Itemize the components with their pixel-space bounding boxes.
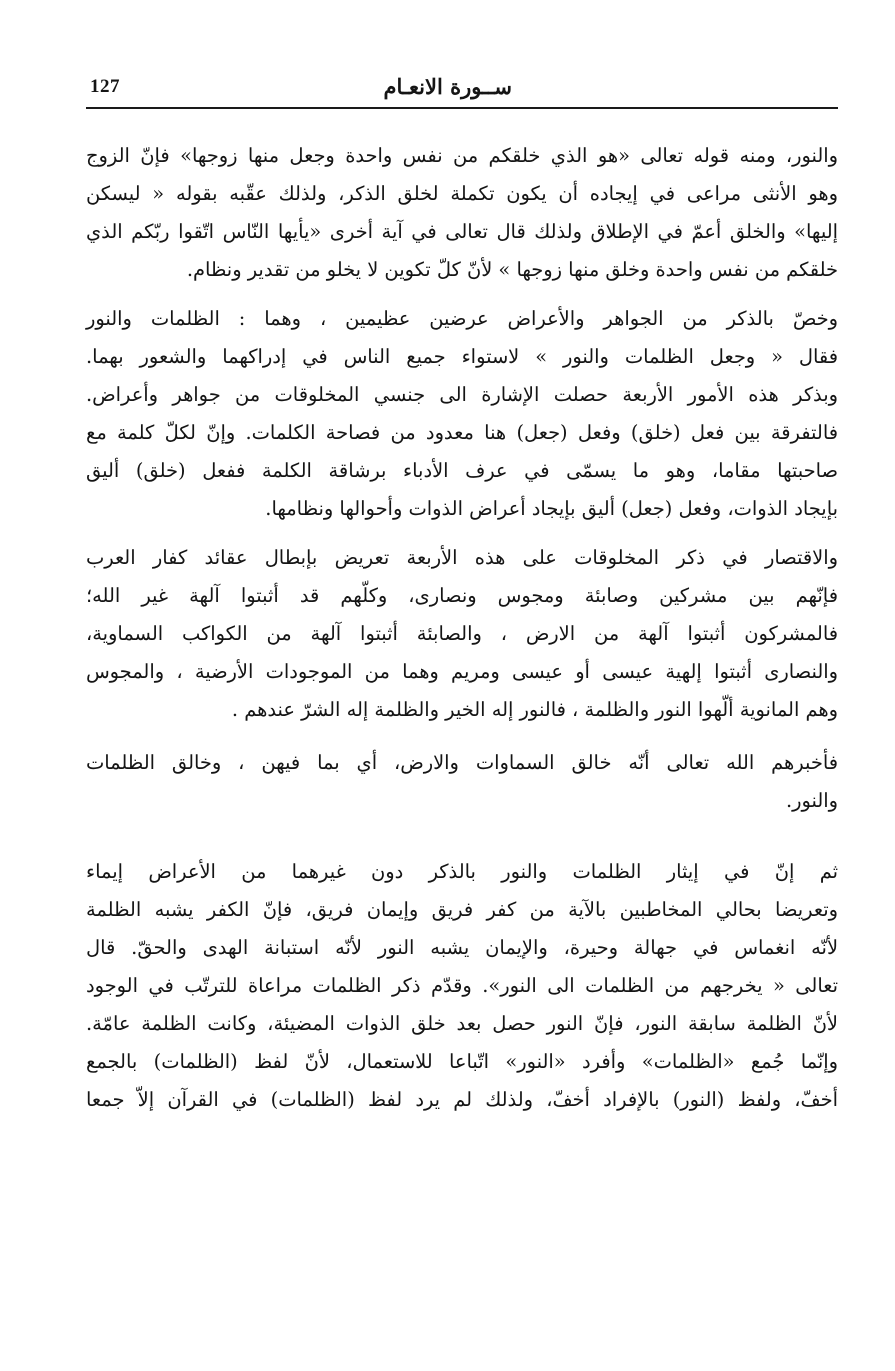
text-line: صاحبتها مقاما، وهو ما يسمّى في عرف الأدباء برشاقة الكلمة ففعل (خلق) أليق — [86, 459, 838, 482]
text-line: أخفّ، ولفظ (النور) بالإفراد أخفّ، ولذلك لم يرد لفظ (الظلمات) في القرآن إلاّ جمعا — [86, 1088, 838, 1111]
header-rule — [86, 107, 838, 109]
text-line: تعالى « يخرجهم من الظلمات الى النور». وقدّم ذكر الظلمات مراعاة للترتّب في الوجود — [86, 974, 838, 997]
text-line: وإنّما جُمع «الظلمات» وأفرد «النور» اتّباعا للاستعمال، لأنّ لفظ (الظلمات) بالجمع — [86, 1050, 838, 1073]
text-line: فقال « وجعل الظلمات والنور » لاستواء جميع الناس في إدراكهما والشعور بهما. — [86, 345, 838, 368]
paragraph-3 — [86, 539, 838, 729]
text-line: والنور. — [785, 789, 838, 812]
text-line: بإيجاد الذوات، وفعل (جعل) أليق بإيجاد أعراض الذوات وأحوالها ونظامها. — [265, 497, 838, 520]
text-line: فأخبرهم الله تعالى أنّه خالق السماوات والارض، أي بما فيهن ، وخالق الظلمات — [86, 751, 838, 774]
text-line: فإنّهم بين مشركين وصابئة ومجوس ونصارى، وكلّهم قد أثبتوا آلهة غير الله؛ — [86, 584, 838, 607]
text-line: وهو الأنثى مراعى في إيجاده أن يكون تكملة لخلق الذكر، ولذلك عقّبه بقوله « ليسكن — [86, 182, 838, 205]
text-line: لأنّ الظلمة سابقة النور، فإنّ النور حصل بعد خلق الذوات المضيئة، وكانت الظلمة عامّة. — [86, 1012, 838, 1035]
text-line: ثم إنّ في إيثار الظلمات والنور بالذكر دون غيرهما من الأعراض إيماء — [86, 860, 838, 883]
text-line: إليها» والخلق أعمّ في الإطلاق ولذلك قال تعالى في آية أخرى «يأيها النّاس اتّقوا ربّكم الذي — [86, 220, 838, 243]
text-line: فالتفرقة بين فعل (خلق) وفعل (جعل) هنا معدود من فصاحة الكلمات. وإنّ لكلّ كلمة مع — [86, 421, 838, 444]
text-line: والاقتصار في ذكر المخلوقات على هذه الأربعة تعريض بإبطال عقائد كفار العرب — [86, 546, 838, 569]
running-title: ســورة الانعـام — [383, 74, 512, 99]
text-line: وتعريضا بحالي المخاطبين بالآية من كفر فريق وإيمان فريق، فإنّ الكفر يشبه الظلمة — [86, 898, 838, 921]
text-line: وخصّ بالذكر من الجواهر والأعراض عرضين عظيمين ، وهما : الظلمات والنور — [86, 307, 838, 330]
text-line: فالمشركون أثبتوا آلهة من الارض ، والصابئة أثبتوا آلهة من الكواكب السماوية، — [86, 622, 838, 645]
text-line: وبذكر هذه الأمور الأربعة حصلت الإشارة الى جنسي المخلوقات من جواهر وأعراض. — [86, 383, 838, 406]
page-number: 127 — [90, 76, 120, 97]
paragraph-4 — [86, 744, 838, 820]
text-line: وهم المانوية ألّهوا النور والظلمة ، فالنور إله الخير والظلمة إله الشرّ عندهم . — [231, 698, 838, 721]
paragraph-5 — [86, 853, 838, 1119]
page-header — [86, 70, 838, 106]
text-line: والنصارى أثبتوا إلهية عيسى أو عيسى ومريم وهما من الموجودات الأرضية ، والمجوس — [86, 660, 838, 683]
text-line: خلقكم من نفس واحدة وخلق منها زوجها » لأنّ كلّ تكوين لا يخلو من تقدير ونظام. — [186, 258, 838, 281]
text-line: والنور، ومنه قوله تعالى «هو الذي خلقكم من نفس واحدة وجعل منها زوجها» فإنّ الزوج — [86, 144, 838, 167]
text-body — [86, 137, 838, 1119]
paragraph-2 — [86, 300, 838, 528]
paragraph-1 — [86, 137, 838, 289]
text-line: لأنّه انغماس في جهالة وحيرة، والإيمان يشبه النور لأنّه استبانة الهدى والحقّ. قال — [86, 936, 838, 959]
